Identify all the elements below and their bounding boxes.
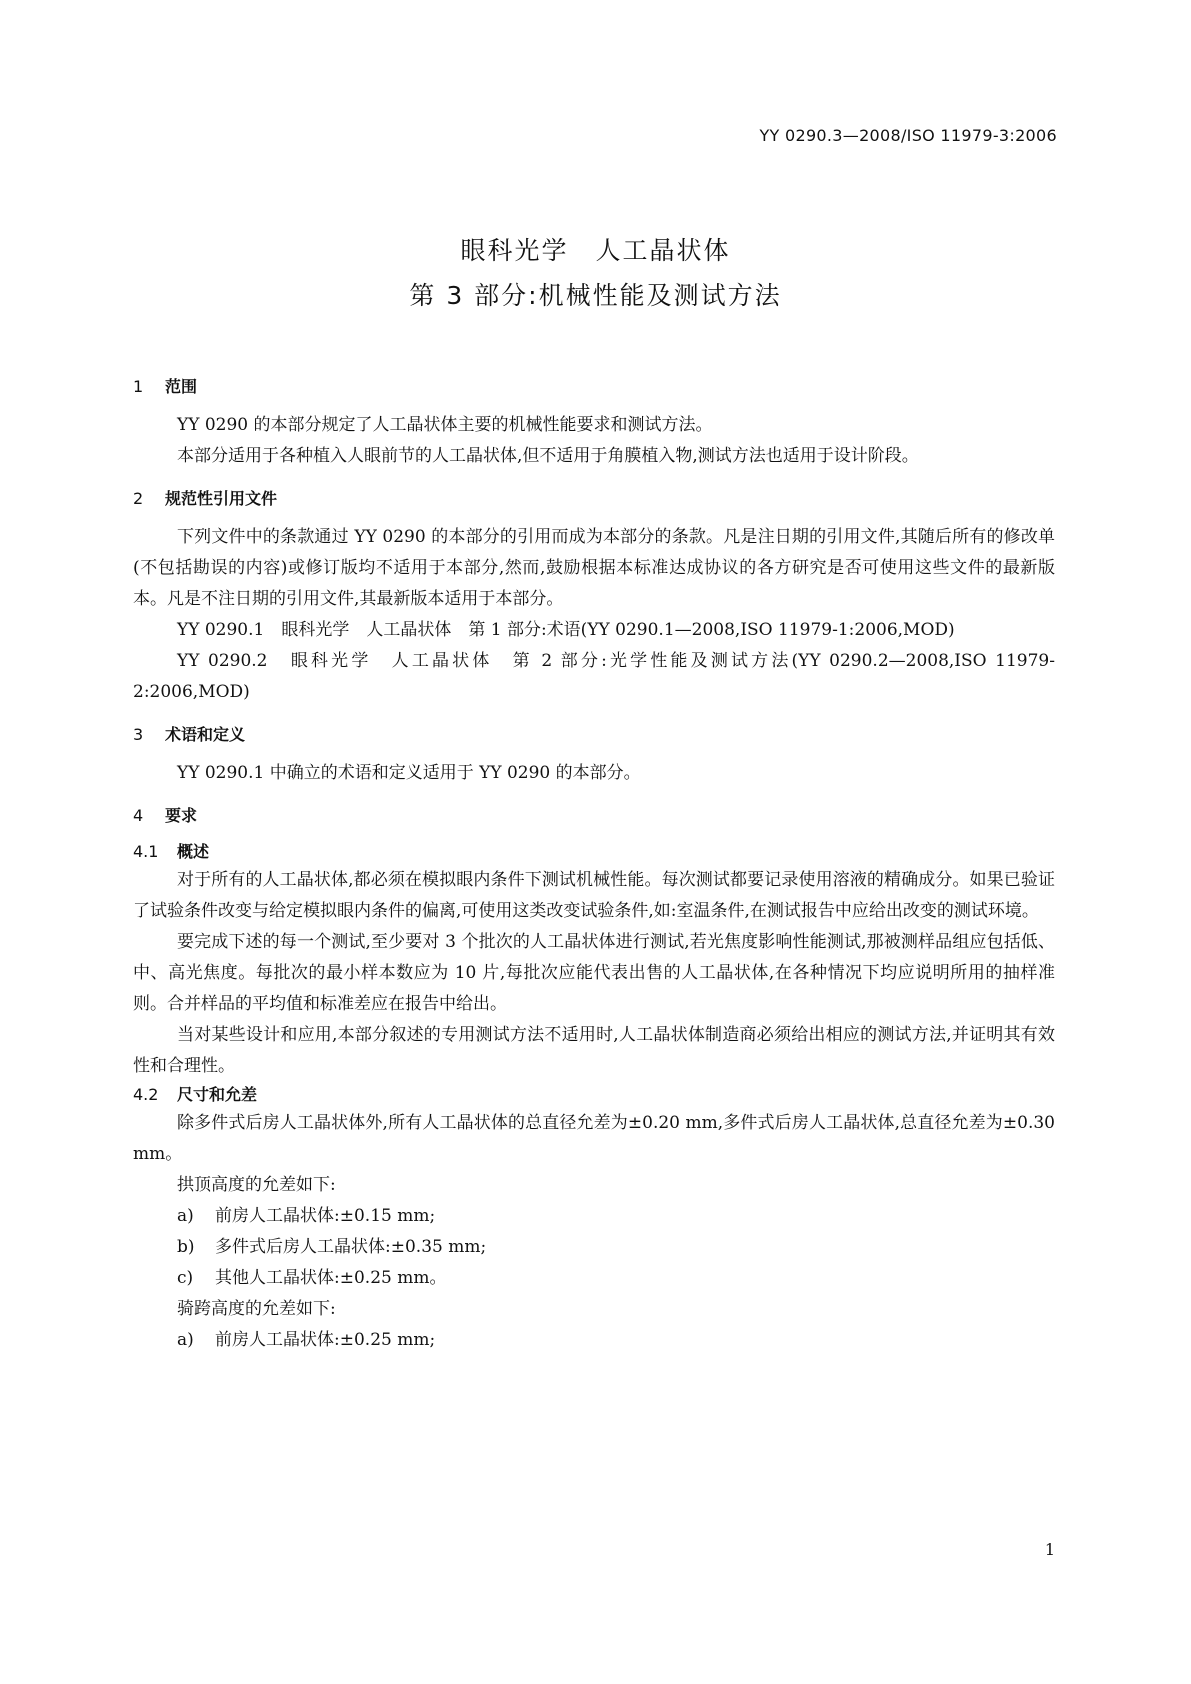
- list-item: a) 前房人工晶状体:±0.25 mm;: [177, 1330, 436, 1350]
- page-number: 1: [1044, 1540, 1055, 1559]
- paragraph: 除多件式后房人工晶状体外,所有人工晶状体的总直径允差为±0.20 mm,多件式后房人工晶状体,总直径允差为±0.30 mm。: [133, 1113, 1055, 1164]
- section-title: 规范性引用文件: [165, 489, 278, 508]
- paragraph: 当对某些设计和应用,本部分叙述的专用测试方法不适用时,人工晶状体制造商必须给出相应的测试方法,并证明其有效性和合理性。: [133, 1025, 1055, 1076]
- paragraph: 下列文件中的条款通过 YY 0290 的本部分的引用而成为本部分的条款。凡是注日期的引用文件,其随后所有的修改单(不包括勘误的内容)或修订版均不适用于本部分,然而,鼓励根据本标准达成协议的各方研究是否可使用这些文件的最新版本。凡是不注日期的引用文件,其最新版本适用于本部分。: [133, 527, 1055, 609]
- paragraph: 骑跨高度的允差如下:: [177, 1299, 336, 1319]
- subsection-4-2-heading: [133, 1082, 1055, 1108]
- subsection-title: 尺寸和允差: [177, 1085, 258, 1104]
- list-item: b) 多件式后房人工晶状体:±0.35 mm;: [177, 1237, 487, 1257]
- title-line-1: 眼科光学 人工晶状体: [460, 236, 731, 265]
- subsection-title: 概述: [177, 842, 210, 861]
- list-item: c) 其他人工晶状体:±0.25 mm。: [177, 1268, 447, 1288]
- paragraph: YY 0290 的本部分规定了人工晶状体主要的机械性能要求和测试方法。: [177, 415, 713, 435]
- subsection-4-1-heading: [133, 839, 1055, 865]
- section-3-heading: [133, 722, 1055, 748]
- paragraph: 拱顶高度的允差如下:: [177, 1175, 336, 1195]
- section-title: 范围: [165, 377, 198, 396]
- section-number: 1: [133, 377, 144, 396]
- document-body: [133, 374, 1055, 1356]
- section-number: 4: [133, 806, 144, 825]
- subsection-number: 4.2: [133, 1085, 159, 1104]
- standard-code: YY 0290.3—2008/ISO 11979-3:2006: [759, 126, 1057, 145]
- section-number: 2: [133, 489, 144, 508]
- section-title: 要求: [165, 806, 198, 825]
- paragraph: 本部分适用于各种植入人眼前节的人工晶状体,但不适用于角膜植入物,测试方法也适用于设计阶段。: [177, 446, 919, 466]
- section-4-heading: [133, 803, 1055, 829]
- section-1-heading: [133, 374, 1055, 400]
- reference-item: YY 0290.2 眼科光学 人工晶状体 第 2 部分:光学性能及测试方法(YY 0290.2—2008,ISO 11979-2:2006,MOD): [133, 651, 1055, 702]
- subsection-number: 4.1: [133, 842, 159, 861]
- title-line-2: 第 3 部分:机械性能及测试方法: [409, 281, 782, 310]
- paragraph: 对于所有的人工晶状体,都必须在模拟眼内条件下测试机械性能。每次测试都要记录使用溶液的精确成分。如果已验证了试验条件改变与给定模拟眼内条件的偏离,可使用这类改变试验条件,如:室温条件,在测试报告中应给出改变的测试环境。: [133, 870, 1055, 921]
- section-title: 术语和定义: [165, 725, 246, 744]
- list-item: a) 前房人工晶状体:±0.15 mm;: [177, 1206, 436, 1226]
- reference-item: YY 0290.1 眼科光学 人工晶状体 第 1 部分:术语(YY 0290.1—2008,ISO 11979-1:2006,MOD): [177, 620, 955, 640]
- document-title: [0, 228, 1191, 318]
- section-2-heading: [133, 486, 1055, 512]
- paragraph: 要完成下述的每一个测试,至少要对 3 个批次的人工晶状体进行测试,若光焦度影响性能测试,那被测样品组应包括低、中、高光焦度。每批次的最小样本数应为 10 片,每批次应能代表出售的人工晶状体,在各种情况下均应说明所用的抽样准则。合并样品的平均值和标准差应在报告中给出。: [133, 932, 1055, 1014]
- paragraph: YY 0290.1 中确立的术语和定义适用于 YY 0290 的本部分。: [177, 763, 641, 783]
- section-number: 3: [133, 725, 144, 744]
